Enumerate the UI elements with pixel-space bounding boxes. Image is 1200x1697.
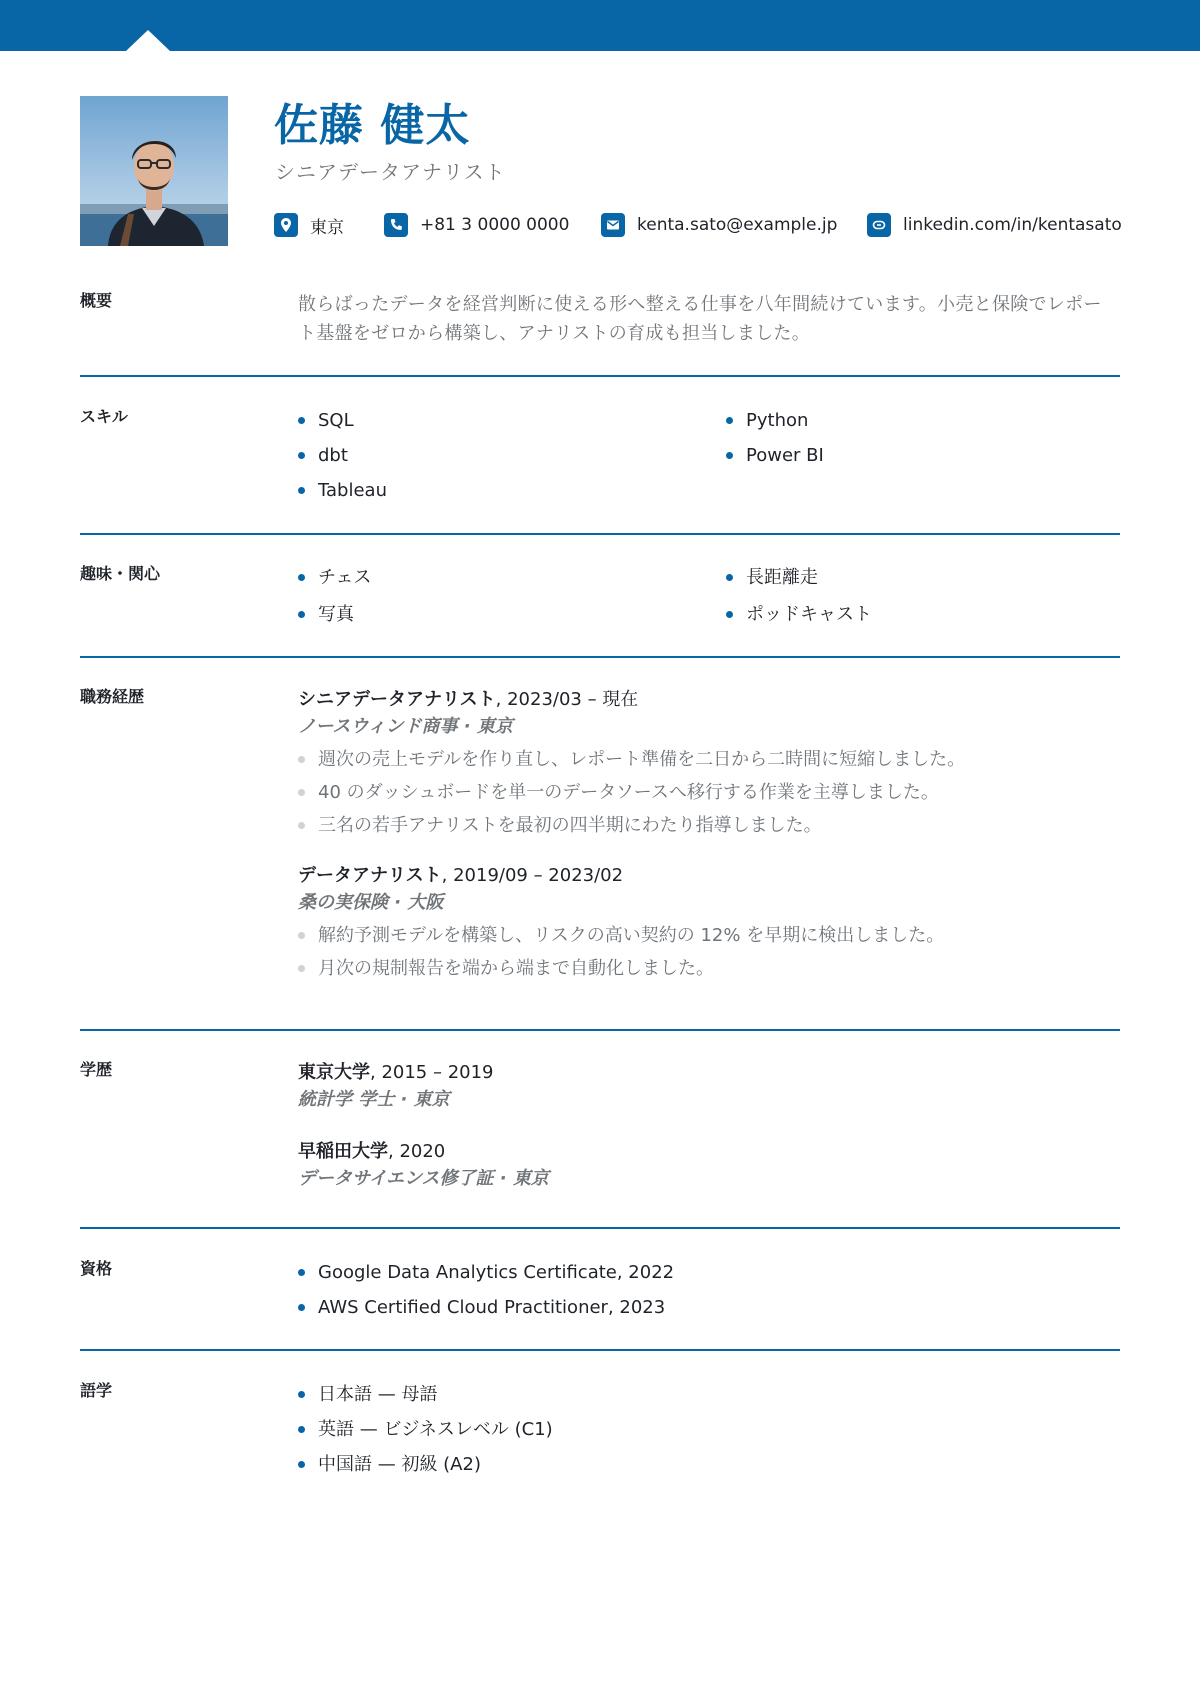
section-divider: [80, 375, 1120, 377]
job-company: ノースウィンド商事 · 東京: [298, 716, 513, 737]
bullet-dot: [298, 965, 305, 972]
experience-section: [80, 686, 1120, 1016]
contact-location: [274, 212, 344, 238]
section-label-skills: スキル: [80, 407, 128, 426]
bullet-dot: [298, 1426, 305, 1433]
interests-section: [80, 563, 1120, 633]
section-label-interests: 趣味・関心: [80, 564, 161, 583]
job-period: , 2019/09 – 2023/02: [441, 865, 624, 886]
language-item: 中国語 — 初級 (A2): [298, 1452, 1120, 1477]
education-period: , 2015 – 2019: [370, 1062, 494, 1083]
bullet-dot: [298, 574, 305, 581]
job-bullet: 解約予測モデルを構築し、リスクの高い契約の 12% を早期に検出しました。: [298, 923, 1120, 948]
mail-icon: [601, 213, 625, 237]
school-name: 東京大学: [298, 1062, 370, 1083]
language-item: 日本語 — 母語: [298, 1382, 1120, 1407]
education-heading: [298, 1059, 1120, 1086]
contact-row: [274, 212, 1134, 238]
candidate-name: 佐藤 健太: [274, 100, 471, 151]
bullet-dot: [726, 452, 733, 459]
location-text: 東京: [310, 217, 344, 238]
education-heading: [298, 1138, 1120, 1165]
skill-item: Power BI: [726, 443, 1120, 468]
job-period: , 2023/03 – 現在: [495, 689, 639, 710]
education-entry: [298, 1059, 1120, 1114]
skill-item: SQL: [298, 408, 726, 433]
top-banner: [0, 0, 1200, 51]
education-entry: [298, 1138, 1120, 1193]
bullet-dot: [298, 756, 305, 763]
bullet-dot: [726, 574, 733, 581]
section-label-experience: 職務経歴: [80, 687, 145, 706]
bullet-dot: [726, 611, 733, 618]
section-divider: [80, 1227, 1120, 1229]
job-entry: [298, 686, 1120, 838]
linkedin-text[interactable]: linkedin.com/in/kentasato: [903, 215, 1122, 235]
section-divider: [80, 656, 1120, 658]
skills-section: [80, 406, 1120, 506]
section-divider: [80, 533, 1120, 535]
job-title: シニアデータアナリスト: [298, 689, 496, 710]
certification-item: AWS Certified Cloud Practitioner, 2023: [298, 1295, 1120, 1320]
phone-icon: [384, 213, 408, 237]
bullet-dot: [726, 417, 733, 424]
bullet-dot: [298, 487, 305, 494]
bullet-dot: [298, 1269, 305, 1276]
contact-phone[interactable]: [384, 212, 569, 238]
education-detail: 統計学 学士 · 東京: [298, 1089, 450, 1110]
certification-item: Google Data Analytics Certificate, 2022: [298, 1260, 1120, 1285]
summary-section: [80, 290, 1120, 350]
contact-linkedin[interactable]: [867, 212, 1122, 238]
job-title: データアナリスト: [298, 865, 442, 886]
bullet-dot: [298, 822, 305, 829]
job-entry: [298, 862, 1120, 981]
education-period: , 2020: [388, 1141, 446, 1162]
interest-item: 写真: [298, 602, 726, 627]
job-company: 桑の実保険 · 大阪: [298, 892, 444, 913]
bullet-dot: [298, 1304, 305, 1311]
interest-item: ポッドキャスト: [726, 602, 1120, 627]
section-label-summary: 概要: [80, 291, 113, 310]
bullet-dot: [298, 1391, 305, 1398]
job-bullet: 月次の規制報告を端から端まで自動化しました。: [298, 956, 1120, 981]
bullet-dot: [298, 1461, 305, 1468]
skill-item: Tableau: [298, 478, 726, 503]
education-section: [80, 1059, 1120, 1209]
education-detail: データサイエンス修了証 · 東京: [298, 1168, 549, 1189]
email-text[interactable]: kenta.sato@example.jp: [637, 215, 838, 235]
language-item: 英語 — ビジネスレベル (C1): [298, 1417, 1120, 1442]
candidate-role: シニアデータアナリスト: [275, 160, 506, 184]
job-heading: [298, 686, 1120, 713]
bullet-dot: [298, 452, 305, 459]
bullet-dot: [298, 932, 305, 939]
job-bullet: 週次の売上モデルを作り直し、レポート準備を二日から二時間に短縮しました。: [298, 747, 1120, 772]
bullet-dot: [298, 789, 305, 796]
summary-text: 散らばったデータを経営判断に使える形へ整える仕事を八年間続けています。小売と保険でレポート基盤をゼロから構築し、アナリストの育成も担当しました。: [298, 294, 1102, 344]
profile-photo: [80, 96, 228, 246]
skill-item: Python: [726, 408, 1120, 433]
banner-notch: [126, 30, 170, 51]
job-heading: [298, 862, 1120, 889]
section-label-languages: 語学: [80, 1381, 113, 1400]
school-name: 早稲田大学: [298, 1141, 388, 1162]
bullet-dot: [298, 611, 305, 618]
location-pin-icon: [274, 213, 298, 237]
interest-item: チェス: [298, 565, 726, 590]
contact-email[interactable]: [601, 212, 837, 238]
section-label-education: 学歴: [80, 1060, 113, 1079]
section-divider: [80, 1029, 1120, 1031]
phone-text[interactable]: +81 3 0000 0000: [420, 215, 570, 235]
languages-section: [80, 1380, 1120, 1490]
bullet-dot: [298, 417, 305, 424]
section-label-certifications: 資格: [80, 1259, 113, 1278]
job-bullet: 40 のダッシュボードを単一のデータソースへ移行する作業を主導しました。: [298, 780, 1120, 805]
certifications-section: [80, 1258, 1120, 1338]
linkedin-icon: [867, 213, 891, 237]
section-divider: [80, 1349, 1120, 1351]
skill-item: dbt: [298, 443, 726, 468]
interest-item: 長距離走: [726, 565, 1120, 590]
job-bullet: 三名の若手アナリストを最初の四半期にわたり指導しました。: [298, 813, 1120, 838]
